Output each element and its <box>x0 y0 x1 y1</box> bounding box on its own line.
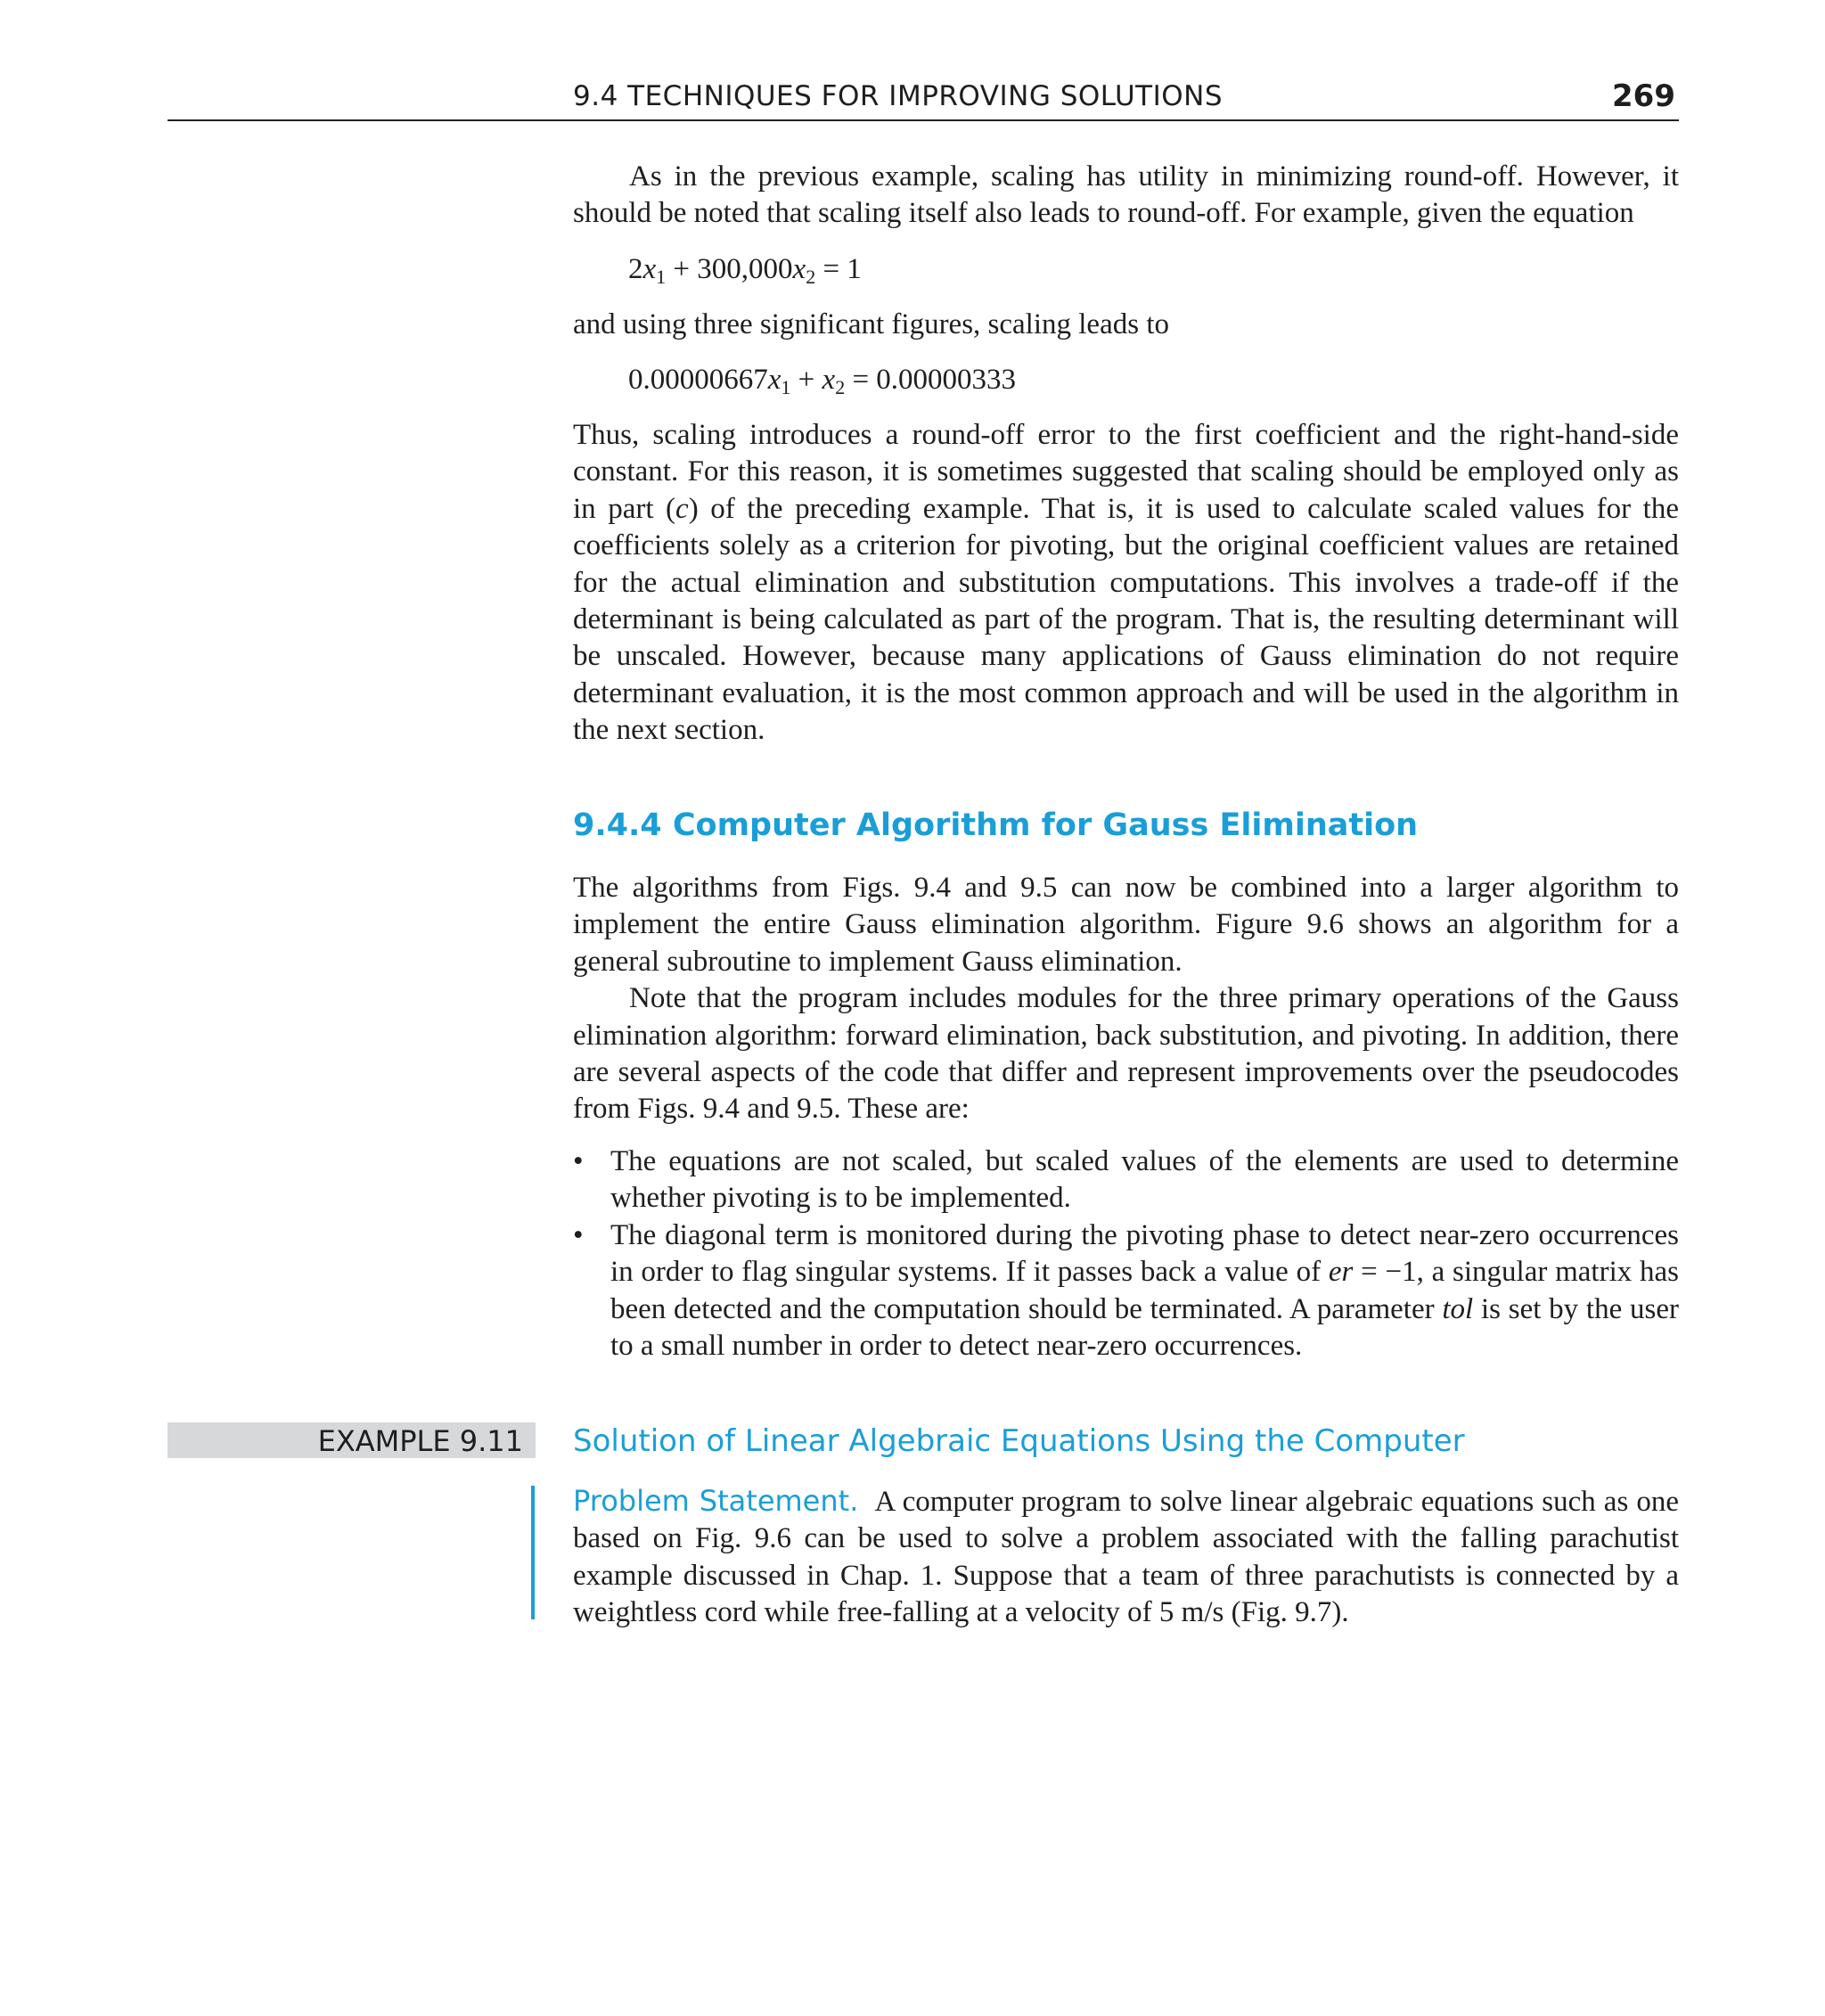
eq-subscript: 2 <box>806 266 816 288</box>
eq-subscript: 1 <box>656 266 667 288</box>
paragraph-part: ) of the preceding example. That is, it is used to calculate scaled values for the coefficients solely as a criterion for pivoting, but the original coefficient values are retained for the actual elimination and substitution computations. This involves a trade-off if the determinant is being calculated as part of the program. That is, the resulting determinant will be unscaled. However, because many applications of Gauss elimination do not require determinant evaluation, it is the most common approach and will be used in the algorithm in the next section. <box>573 492 1679 747</box>
example-title: Solution of Linear Algebraic Equations Using the Computer <box>573 1423 1465 1459</box>
paragraph-text <box>573 417 1679 750</box>
section-heading: 9.4.4 Computer Algorithm for Gauss Elimination <box>573 807 1419 843</box>
equation-scaled <box>628 362 1016 398</box>
paragraph-scaling-roundoff <box>573 417 1679 750</box>
list-item-text: = −1, a singular matrix has been detected and the computation should be terminated. A parameter <box>610 1256 1679 1325</box>
eq-middle: + 300,000 <box>666 253 793 285</box>
list-item <box>573 1217 1679 1365</box>
eq-variable: x <box>767 364 782 396</box>
example-margin-rule <box>531 1486 535 1619</box>
list-item-text: The equations are not scaled, but scaled values of the elements are used to determine whether pivoting is to be implemented. <box>610 1145 1679 1215</box>
eq-subscript: 1 <box>781 376 791 398</box>
italic-part-label: c <box>675 492 689 525</box>
paragraph-part: Thus, scaling introduces a round-off error to the first coefficient and the right-hand-side constant. For this reason, it is sometimes suggested that scaling should be employed only as in part ( <box>573 419 1679 525</box>
problem-statement-text: A computer program to solve linear algebraic equations such as one based on Fig. 9.6 can be used to solve a problem associated with the falling parachutist example discussed in Chap. 1. Suppose that a team of three parachutists is connected by a weightless cord while free-falling at a velocity of 5 m/s (Fig. 9.7). <box>573 1486 1679 1629</box>
improvements-list <box>573 1143 1679 1364</box>
bullet-icon: • <box>573 1218 584 1251</box>
list-item <box>573 1143 1679 1217</box>
running-header <box>168 80 1679 121</box>
paragraph-scaling-intro <box>573 159 1679 233</box>
paragraph-text: Note that the program includes modules for the three primary operations of the Gauss elimination algorithm: forward elimination, back substitution, and pivoting. In addition, there are several aspects of the code that differ and represent improvements over the pseudocodes from Figs. 9.4 and 9.5. These are: <box>573 982 1679 1126</box>
paragraph-three-sig-figs <box>573 307 1679 343</box>
list-item-text: The diagonal term is monitored during the pivoting phase to detect near-zero occurrences in order to flag singular systems. If it passes back a value of <box>610 1218 1679 1289</box>
bullet-icon: • <box>573 1145 584 1177</box>
problem-statement-lead: Problem Statement. <box>573 1484 859 1518</box>
eq-variable: x <box>792 253 806 285</box>
example-label: EXAMPLE 9.11 <box>317 1424 523 1458</box>
problem-statement <box>573 1483 1679 1632</box>
paragraph-algorithms <box>573 870 1679 1128</box>
variable-tol: tol <box>1442 1292 1474 1325</box>
paragraph-text: As in the previous example, scaling has utility in minimizing round-off. However, it should be noted that scaling itself also leads to round-off. For example, given the equation <box>573 160 1679 230</box>
eq-variable: x <box>642 253 657 285</box>
section-title: 9.4 TECHNIQUES FOR IMPROVING SOLUTIONS <box>573 80 1223 112</box>
paragraph-text: and using three significant figures, scaling leads to <box>573 308 1169 340</box>
variable-er: er <box>1328 1256 1354 1289</box>
eq-coefficient: 0.00000667 <box>628 364 768 396</box>
eq-middle: + <box>790 364 822 396</box>
paragraph-text: The algorithms from Figs. 9.4 and 9.5 can now be combined into a larger algorithm to implement the entire Gauss elimination algorithm. Figure 9.6 shows an algorithm for a general subroutine to implement Gauss elimination. <box>573 872 1679 978</box>
paragraph-text <box>573 1483 1679 1632</box>
eq-coefficient: 2 <box>628 253 643 285</box>
eq-subscript: 2 <box>835 376 846 398</box>
example-label-bar <box>168 1422 536 1458</box>
eq-rhs: = 0.00000333 <box>845 364 1017 396</box>
equation-original <box>628 251 862 288</box>
page-number: 269 <box>1612 78 1675 114</box>
eq-rhs: = 1 <box>815 253 862 285</box>
eq-variable: x <box>822 364 836 396</box>
list-item-text: is set by the user to a small number in order to detect near-zero occurrences. <box>610 1292 1679 1363</box>
